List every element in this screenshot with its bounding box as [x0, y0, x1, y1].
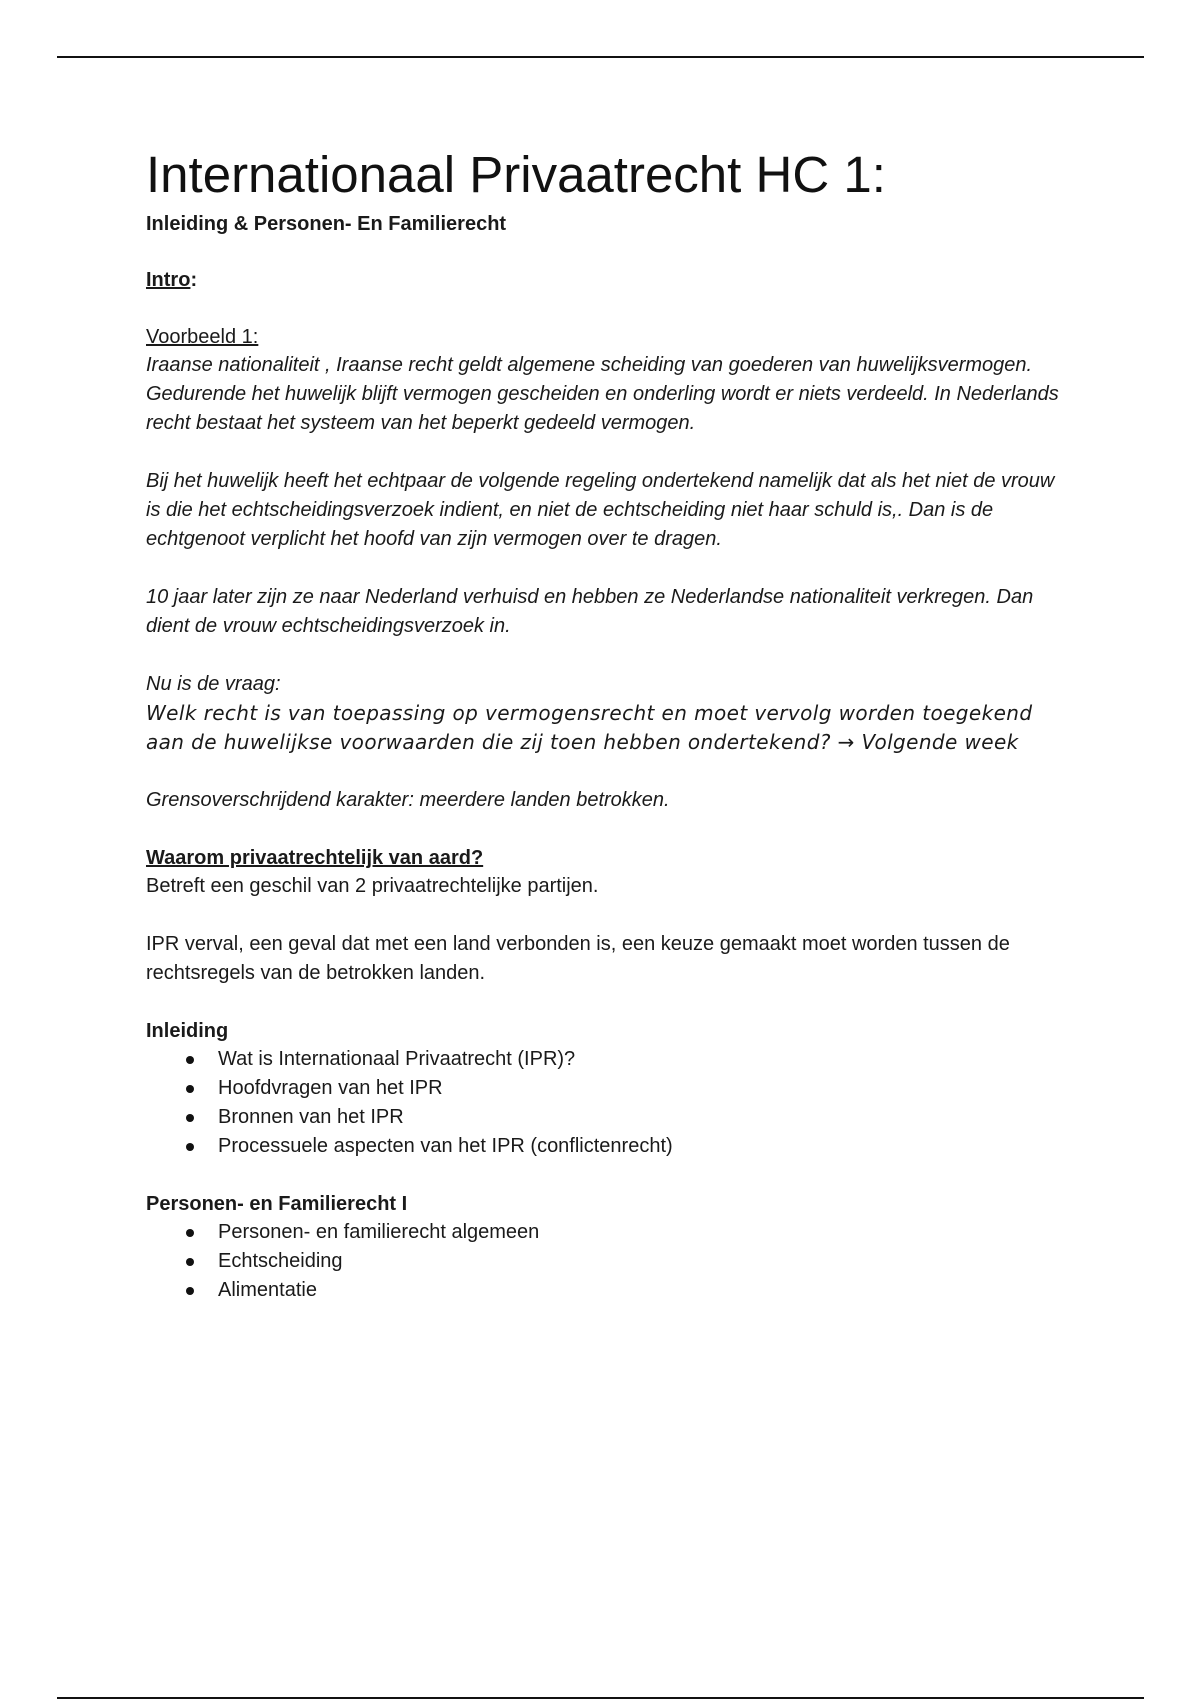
- bullet-icon: [186, 1085, 194, 1093]
- personen-list: [146, 1218, 1066, 1305]
- list-item: [146, 1045, 1066, 1074]
- intro-heading-colon: :: [190, 269, 198, 291]
- bottom-rule: [57, 1697, 1144, 1699]
- list-item-text: Hoofdvragen van het IPR: [218, 1077, 443, 1099]
- list-item-text: Processuele aspecten van het IPR (conflictenrecht): [218, 1135, 673, 1157]
- example-paragraph-2: Bij het huwelijk heeft het echtpaar de volgende regeling ondertekend namelijk dat als het niet de vrouw is die het echtscheidingsverzoek indient, en niet de echtscheiding niet haar schuld is,. Dan is de echtgenoot verplicht het hoofd van zijn vermogen over te dragen.: [146, 470, 1055, 550]
- top-rule: [57, 56, 1144, 58]
- why-text: Betreft een geschil van 2 privaatrechtelijke partijen.: [146, 875, 599, 897]
- page-subtitle: Inleiding & Personen- En Familierecht: [146, 213, 507, 235]
- example-paragraph-3: 10 jaar later zijn ze naar Nederland verhuisd en hebben ze Nederlandse nationaliteit verkregen. Dan dient de vrouw echtscheidingsverzoek in.: [146, 586, 1034, 637]
- why-heading: Waarom privaatrechtelijk van aard?: [146, 847, 484, 869]
- list-item: [146, 1276, 1066, 1305]
- list-item: [146, 1103, 1066, 1132]
- list-item-text: Wat is Internationaal Privaatrecht (IPR)?: [218, 1048, 576, 1070]
- cross-border-note: Grensoverschrijdend karakter: meerdere landen betrokken.: [146, 789, 670, 811]
- example-paragraph-1: Iraanse nationaliteit , Iraanse recht geldt algemene scheiding van goederen van huwelijksvermogen. Gedurende het huwelijk blijft vermogen gescheiden en onderling wordt er niets verdeeld. In Nederlands recht bestaat het systeem van het beperkt gedeeld vermogen.: [146, 354, 1059, 434]
- page-title: Internationaal Privaatrecht HC 1:: [146, 146, 886, 203]
- example-label: Voorbeeld 1:: [146, 326, 259, 348]
- list-item: [146, 1218, 1066, 1247]
- bullet-icon: [186, 1143, 194, 1151]
- ipr-text: IPR verval, een geval dat met een land verbonden is, een keuze gemaakt moet worden tussen de rechtsregels van de betrokken landen.: [146, 933, 1010, 984]
- question-lead: Nu is de vraag:: [146, 673, 281, 695]
- list-item-text: Alimentatie: [218, 1279, 317, 1301]
- list-item: [146, 1074, 1066, 1103]
- list-item-text: Personen- en familierecht algemeen: [218, 1221, 540, 1243]
- list-item-text: Bronnen van het IPR: [218, 1106, 404, 1128]
- intro-heading: [146, 266, 1066, 294]
- list-item: [146, 1132, 1066, 1161]
- document-body: [146, 142, 1066, 1305]
- bullet-icon: [186, 1229, 194, 1237]
- inleiding-heading: Inleiding: [146, 1020, 229, 1042]
- bullet-icon: [186, 1056, 194, 1064]
- bullet-icon: [186, 1287, 194, 1295]
- list-item: [146, 1247, 1066, 1276]
- bullet-icon: [186, 1114, 194, 1122]
- intro-heading-label: Intro: [146, 269, 191, 291]
- personen-heading: Personen- en Familierecht I: [146, 1193, 408, 1215]
- bullet-icon: [186, 1258, 194, 1266]
- list-item-text: Echtscheiding: [218, 1250, 343, 1272]
- inleiding-list: [146, 1045, 1066, 1161]
- question-text: Welk recht is van toepassing op vermogensrecht en moet vervolg worden toegekend aan de huwelijkse voorwaarden die zij toen hebben ondertekend? → Volgende week: [146, 701, 1033, 754]
